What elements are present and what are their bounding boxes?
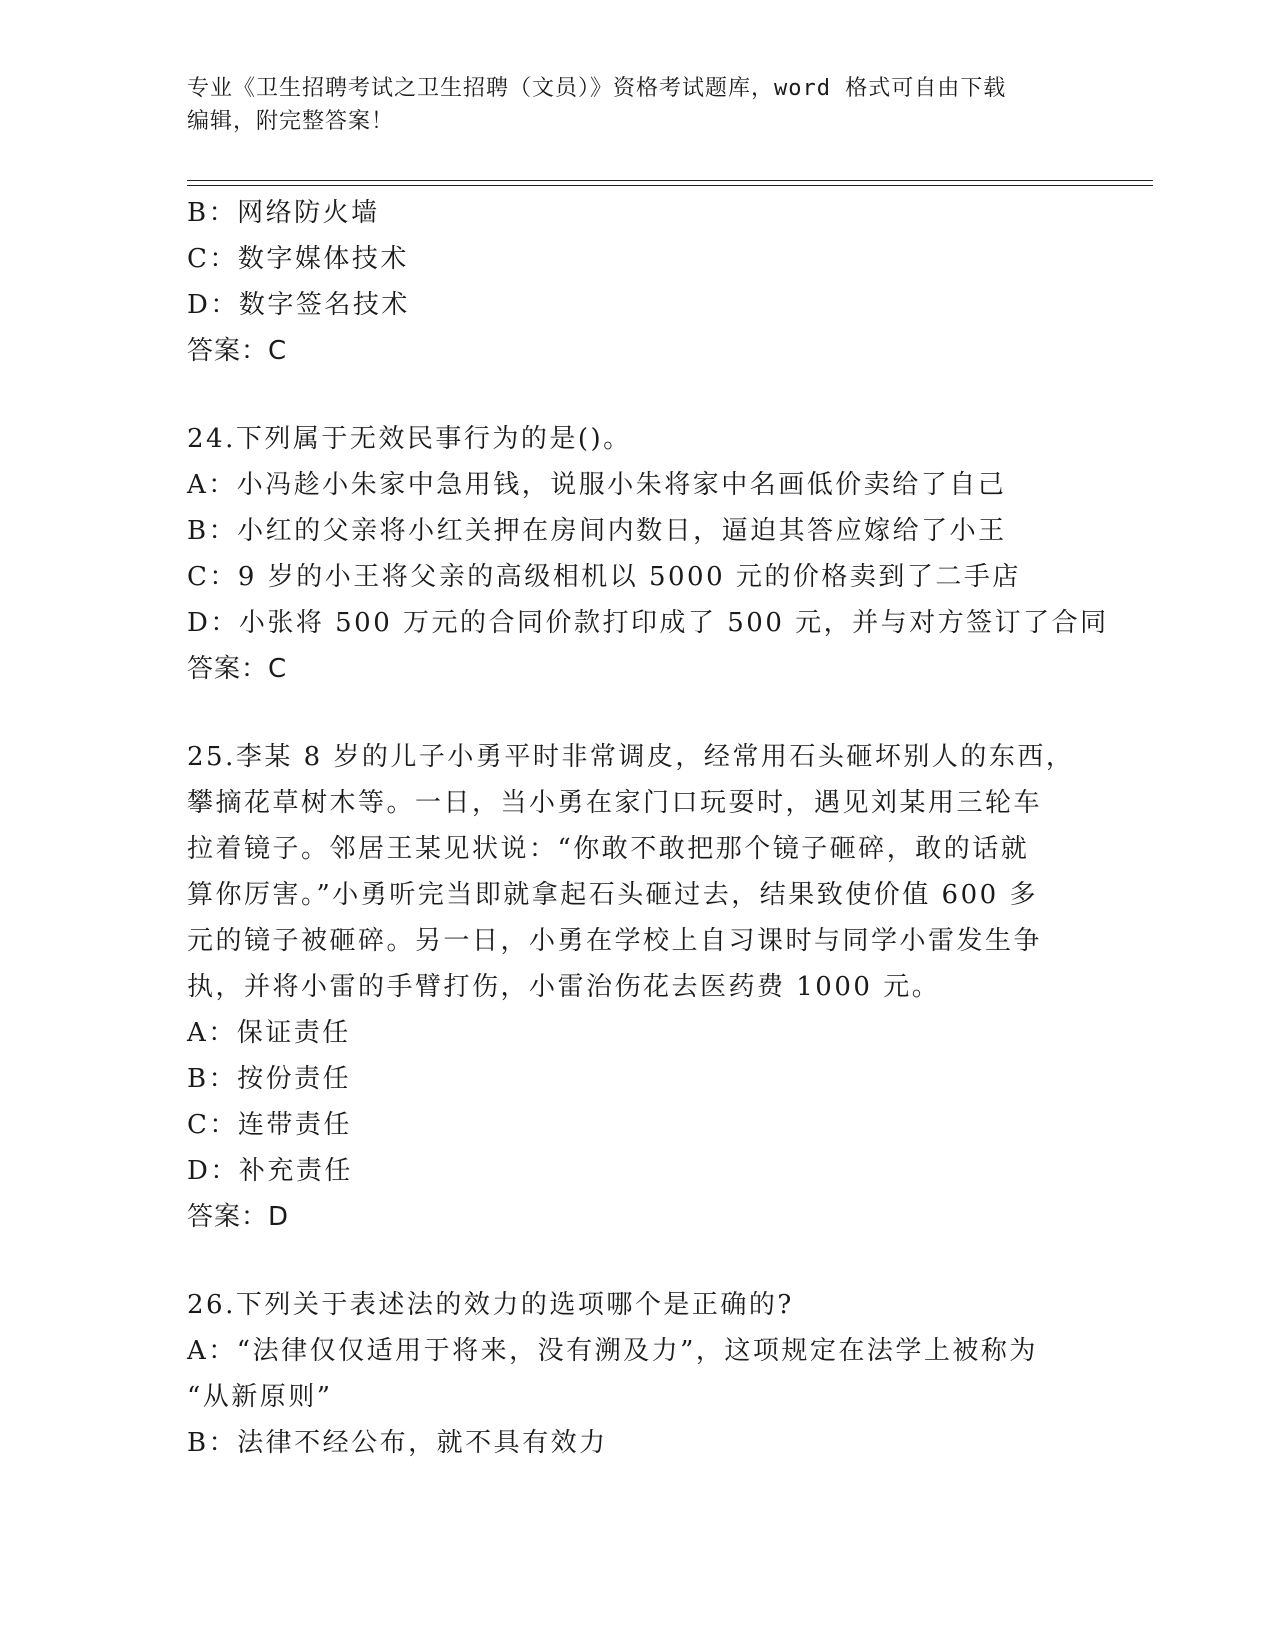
spacer	[187, 1240, 1087, 1282]
q23-option-c: C：数字媒体技术	[187, 244, 409, 274]
question-26-block	[187, 1282, 1087, 1466]
q23-answer: 答案：C	[187, 336, 288, 366]
q23-option-d: D：数字签名技术	[187, 290, 410, 320]
q26-option-b: B：法律不经公布，就不具有效力	[187, 1428, 608, 1458]
q25-stem-line-3: 拉着镜子。邻居王某见状说：“你敢不敢把那个镜子砸碎，敢的话就	[187, 834, 1030, 864]
q25-answer: 答案：D	[187, 1202, 290, 1232]
question-24-block	[187, 416, 1109, 692]
q25-stem-line-6: 执，并将小雷的手臂打伤，小雷治伤花去医药费 1000 元。	[187, 972, 941, 1002]
q25-option-d: D：补充责任	[187, 1156, 353, 1186]
spacer	[187, 692, 1087, 734]
q26-stem: 26.下列关于表述法的效力的选项哪个是正确的?	[187, 1290, 794, 1320]
header-line-2: 编辑，附完整答案！	[187, 109, 395, 134]
q25-stem-line-2: 攀摘花草树木等。一日，当小勇在家门口玩耍时，遇见刘某用三轮车	[187, 788, 1043, 818]
q25-option-c: C：连带责任	[187, 1110, 352, 1140]
q24-option-b: B：小红的父亲将小红关押在房间内数日，逼迫其答应嫁给了小王	[187, 516, 1007, 546]
header-divider-bottom	[187, 185, 1153, 186]
spacer	[187, 374, 1087, 416]
q23-option-b: B：网络防火墙	[187, 198, 380, 228]
q25-option-b: B：按份责任	[187, 1064, 352, 1094]
q25-option-a: A：保证责任	[187, 1018, 351, 1048]
question-23-block	[187, 190, 1087, 374]
q24-answer: 答案：C	[187, 654, 288, 684]
q25-stem-line-4: 算你厉害。”小勇听完当即就拿起石头砸过去，结果致使价值 600 多	[187, 880, 1038, 910]
document-body	[187, 190, 1109, 1466]
header-divider-top	[187, 180, 1153, 181]
q24-option-a: A：小冯趁小朱家中急用钱，说服小朱将家中名画低价卖给了自己	[187, 470, 1007, 500]
q24-option-c: C：9 岁的小王将父亲的高级相机以 5000 元的价格卖到了二手店	[187, 562, 1021, 592]
q26-option-a-line-2: “从新原则”	[187, 1382, 333, 1412]
question-25-block	[187, 734, 1087, 1240]
q26-option-a-line-1: A：“法律仅仅适用于将来，没有溯及力”，这项规定在法学上被称为	[187, 1336, 1038, 1366]
header-line-1: 专业《卫生招聘考试之卫生招聘（文员）》资格考试题库，word 格式可自由下载	[187, 76, 1007, 101]
q24-option-d: D：小张将 500 万元的合同价款打印成了 500 元，并与对方签订了合同	[187, 608, 1109, 638]
q24-stem: 24.下列属于无效民事行为的是()。	[187, 424, 632, 454]
document-header	[187, 72, 1067, 138]
q25-stem-line-5: 元的镜子被砸碎。另一日，小勇在学校上自习课时与同学小雷发生争	[187, 926, 1043, 956]
q25-stem-line-1: 25.李某 8 岁的儿子小勇平时非常调皮，经常用石头砸坏别人的东西，	[187, 742, 1075, 772]
